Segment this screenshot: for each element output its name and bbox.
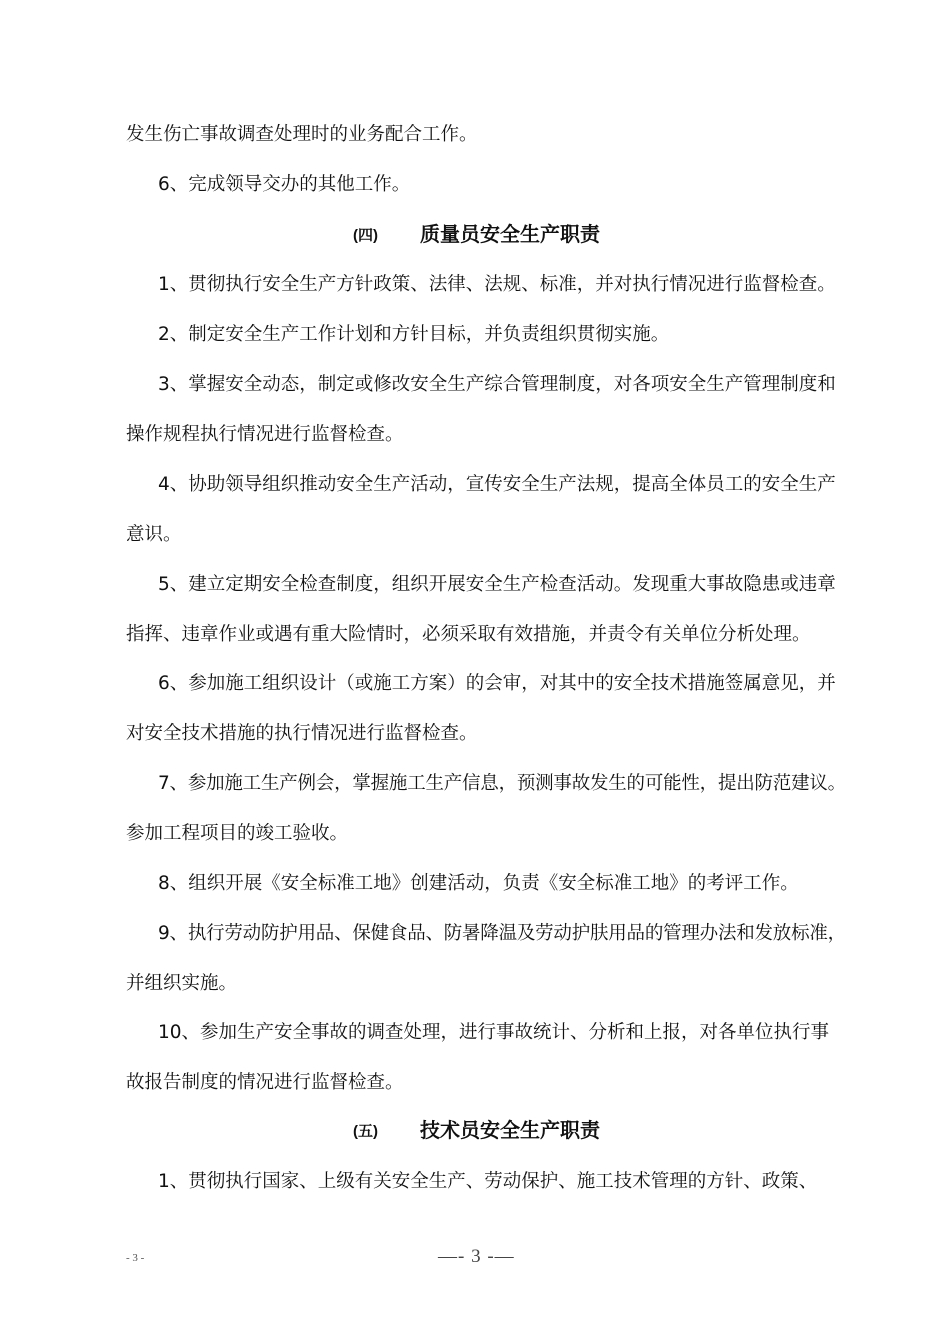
- body-text-line: 9、执行劳动防护用品、保健食品、防暑降温及劳动护肤用品的管理办法和发放标准，: [158, 923, 846, 944]
- section-number: (五): [353, 1123, 378, 1140]
- body-text-line: 6、参加施工组织设计（或施工方案）的会审，对其中的安全技术措施签属意见，并: [158, 673, 836, 694]
- section-number: (四): [353, 227, 378, 244]
- body-text-line: 10、参加生产安全事故的调查处理，进行事故统计、分析和上报，对各单位执行事: [158, 1022, 830, 1043]
- body-text-line: 2、制定安全生产工作计划和方针目标，并负责组织贯彻实施。: [158, 324, 670, 345]
- body-text-line: 意识。: [126, 524, 182, 545]
- body-text-line: 7、参加施工生产例会，掌握施工生产信息，预测事故发生的可能性，提出防范建议。: [158, 773, 846, 794]
- section-title: 技术员安全生产职责: [420, 1118, 600, 1142]
- body-text-line: 1、贯彻执行国家、上级有关安全生产、劳动保护、施工技术管理的方针、政策、: [158, 1171, 818, 1192]
- body-text-line: 1、贯彻执行安全生产方针政策、法律、法规、标准，并对执行情况进行监督检查。: [158, 274, 836, 295]
- body-text-line: 8、组织开展《安全标准工地》创建活动，负责《安全标准工地》的考评工作。: [158, 873, 799, 894]
- body-text-line: 3、掌握安全动态，制定或修改安全生产综合管理制度，对各项安全生产管理制度和: [158, 374, 836, 395]
- section-title: 质量员安全生产职责: [420, 222, 600, 246]
- body-text-line: 5、建立定期安全检查制度，组织开展安全生产检查活动。发现重大事故隐患或违章: [158, 574, 836, 595]
- body-text-line: 6、完成领导交办的其他工作。: [158, 174, 411, 195]
- body-text-line: 参加工程项目的竣工验收。: [126, 823, 349, 844]
- body-text-line: 4、协助领导组织推动安全生产活动，宣传安全生产法规，提高全体员工的安全生产: [158, 474, 836, 495]
- body-text-line: 对安全技术措施的执行情况进行监督检查。: [126, 723, 478, 744]
- body-text-line: 故报告制度的情况进行监督检查。: [126, 1072, 404, 1093]
- body-text-line: 并组织实施。: [126, 973, 238, 994]
- body-text-line: 操作规程执行情况进行监督检查。: [126, 424, 404, 445]
- body-text-line: 指挥、违章作业或遇有重大险情时，必须采取有效措施，并责令有关单位分析处理。: [126, 624, 811, 645]
- page-number-small: - 3 -: [126, 1252, 145, 1264]
- page-number-footer: —- 3 -—: [438, 1246, 515, 1267]
- body-text-line: 发生伤亡事故调查处理时的业务配合工作。: [126, 124, 478, 145]
